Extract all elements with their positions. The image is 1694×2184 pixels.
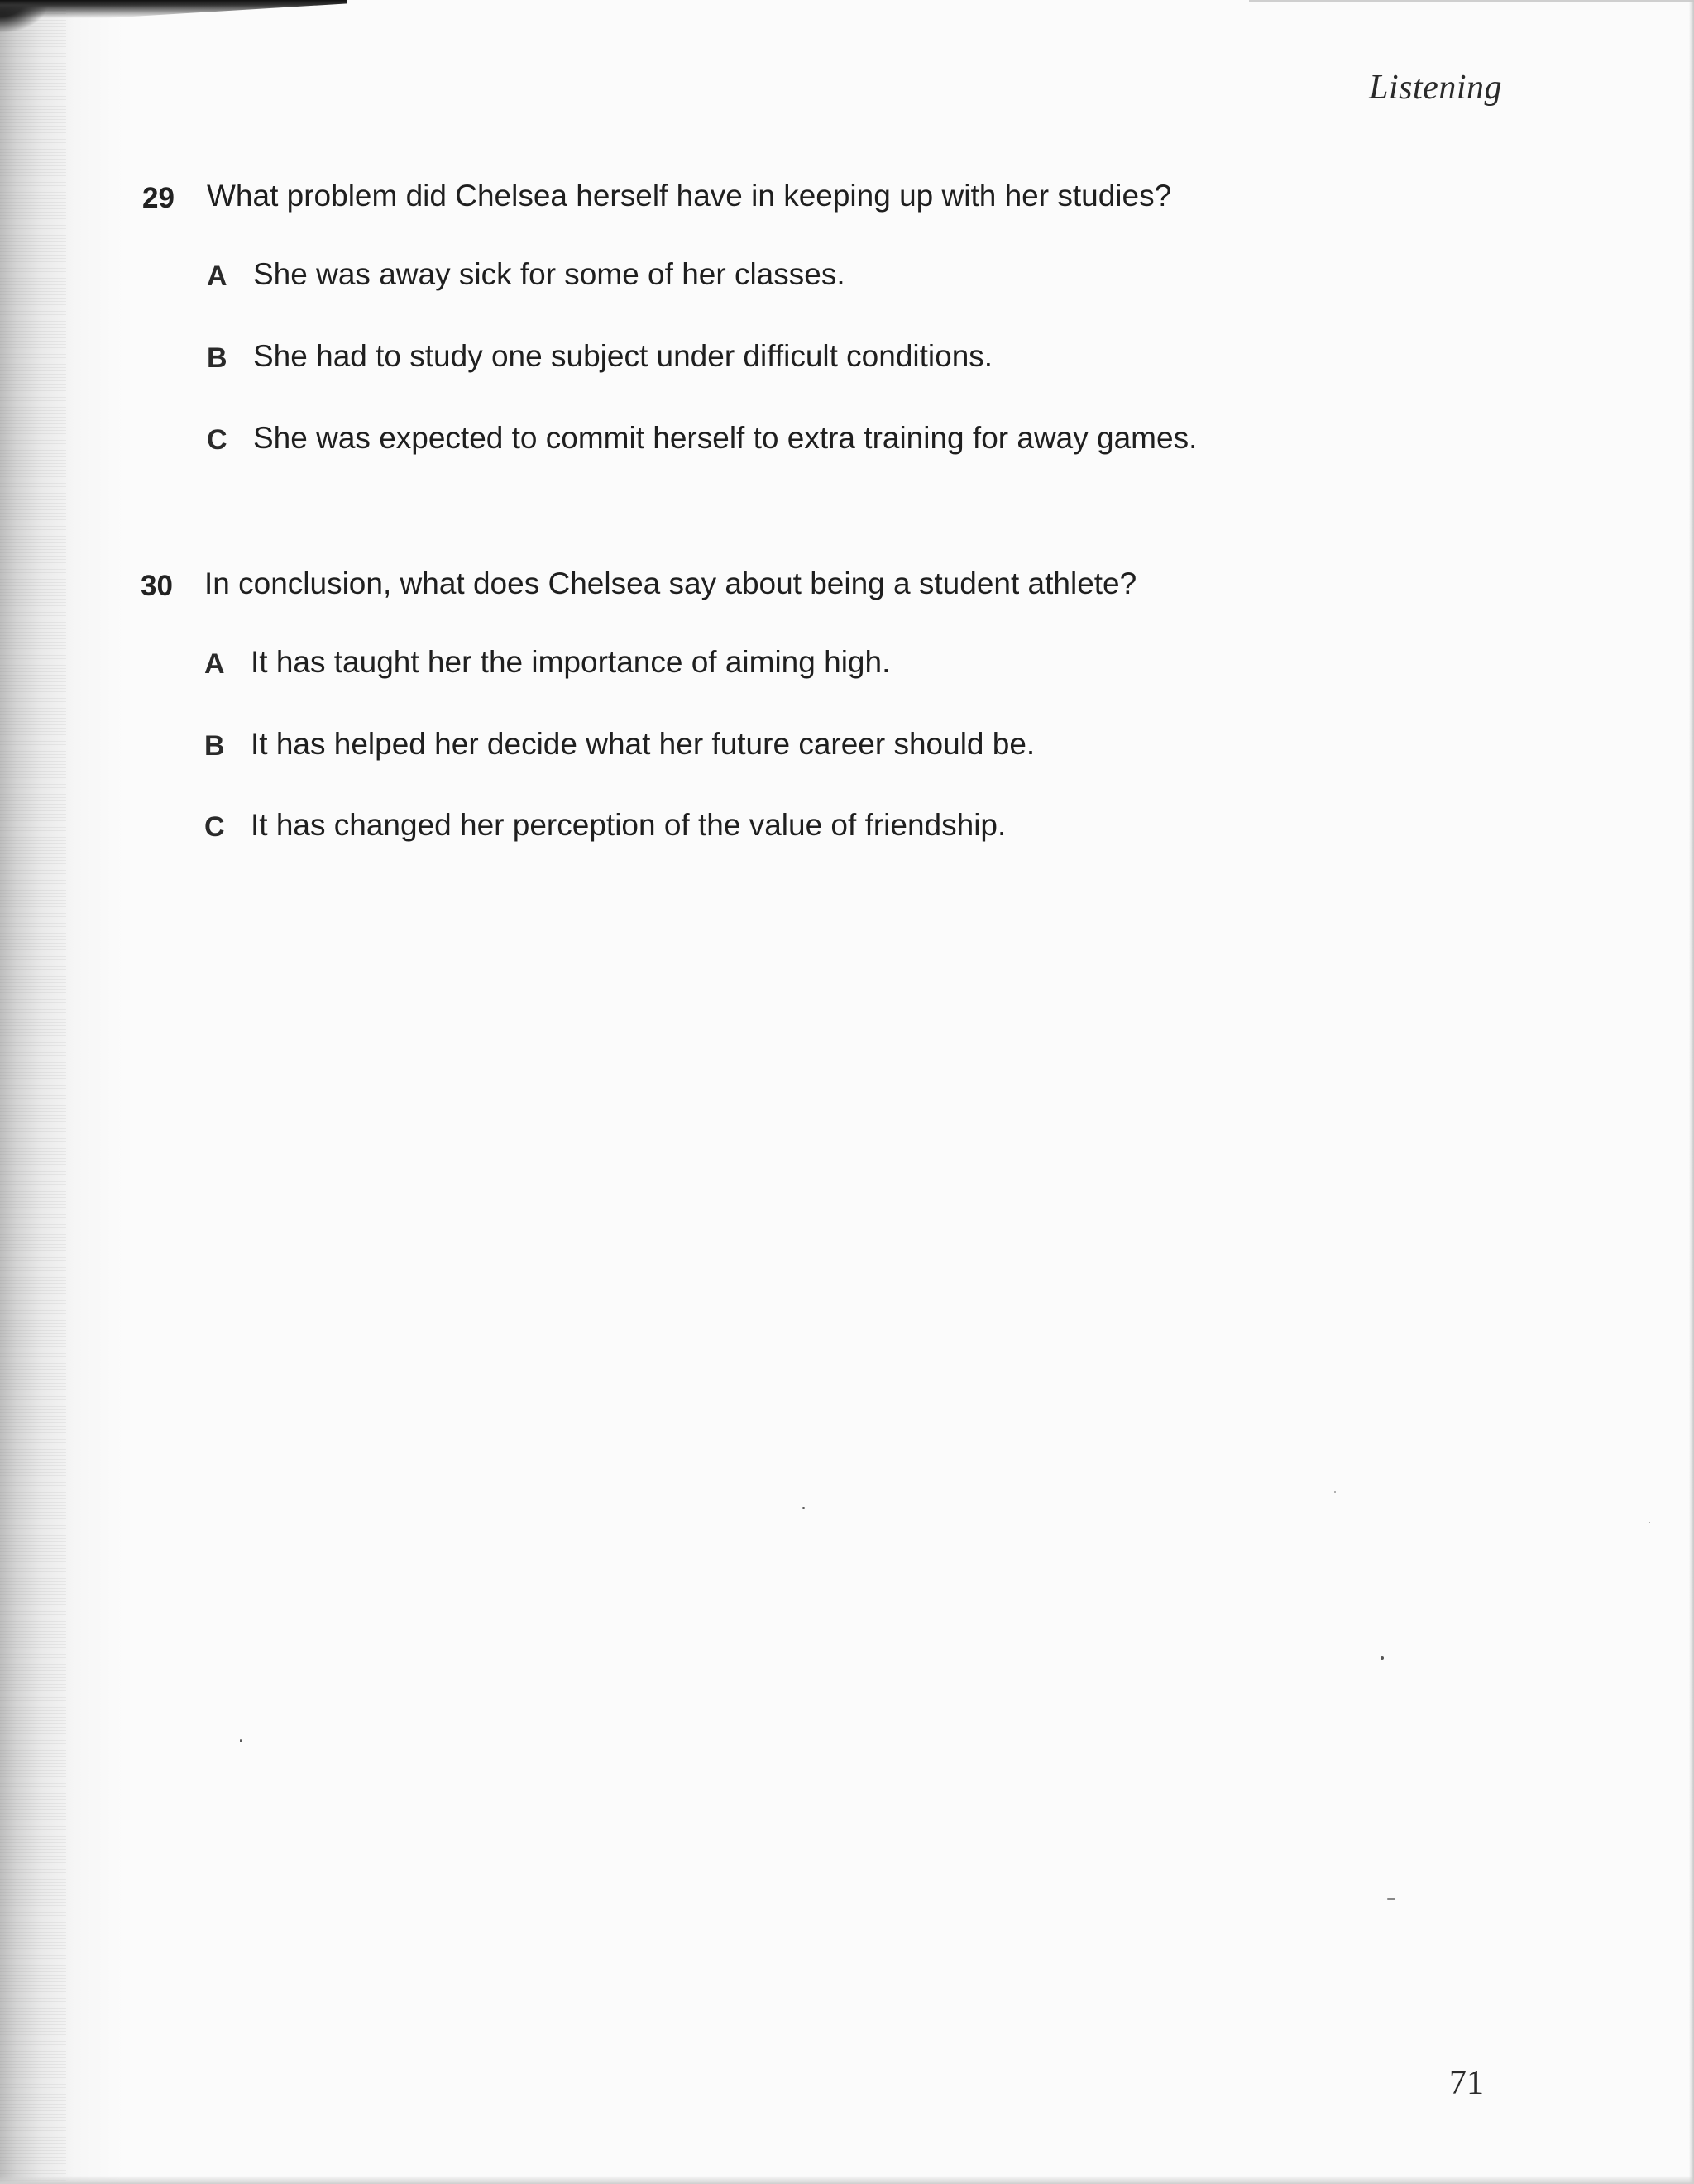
option-letter: B xyxy=(207,342,227,374)
scan-speck xyxy=(1387,1898,1395,1900)
option-letter: A xyxy=(204,648,225,680)
option-text: It has taught her the importance of aiming high. xyxy=(251,645,891,679)
option-text: She was away sick for some of her classes. xyxy=(253,257,845,291)
top-edge-line xyxy=(1249,0,1694,2)
top-edge-shadow xyxy=(0,0,347,18)
question-text: What problem did Chelsea herself have in keeping up with her studies? xyxy=(207,179,1172,213)
option-text: It has changed her perception of the value of friendship. xyxy=(251,808,1007,842)
option-letter: A xyxy=(207,260,227,292)
right-edge-shadow xyxy=(1689,0,1694,2184)
bottom-edge-shadow xyxy=(0,2176,1694,2184)
option-letter: C xyxy=(207,424,227,456)
scan-speck xyxy=(240,1739,242,1742)
scan-speck xyxy=(1334,1491,1336,1493)
option-text: She was expected to commit herself to extra training for away games. xyxy=(253,421,1198,455)
question-text: In conclusion, what does Chelsea say about being a student athlete? xyxy=(204,566,1137,600)
scan-speck xyxy=(1649,1522,1650,1523)
page-number: 71 xyxy=(1449,2064,1484,2102)
question-number: 29 xyxy=(142,182,175,214)
section-header: Listening xyxy=(1369,69,1502,107)
scan-speck xyxy=(802,1507,805,1509)
option-letter: C xyxy=(204,811,225,843)
question-number: 30 xyxy=(141,570,173,602)
option-text: She had to study one subject under difficult conditions. xyxy=(253,339,993,373)
scan-speck xyxy=(1381,1656,1384,1660)
gutter-texture xyxy=(0,0,66,2184)
option-letter: B xyxy=(204,730,225,762)
option-text: It has helped her decide what her future career should be. xyxy=(251,727,1036,761)
